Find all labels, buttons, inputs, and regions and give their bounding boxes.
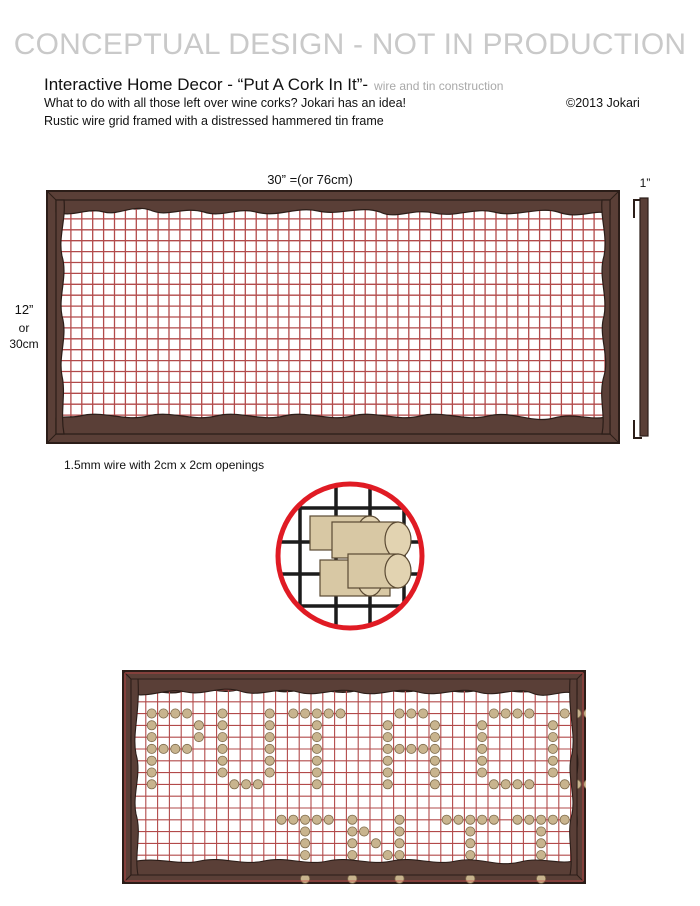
cork-dot — [548, 733, 557, 742]
cork-dot — [218, 733, 227, 742]
cork-dot — [312, 780, 321, 789]
copyright-text: ©2013 Jokari — [566, 96, 640, 110]
cork-dot — [265, 733, 274, 742]
cork-dot — [253, 780, 262, 789]
cork-dot — [301, 839, 310, 848]
cork-dot — [525, 815, 534, 824]
cork-dot — [430, 721, 439, 730]
cork-dot — [537, 827, 546, 836]
cork-dot — [395, 851, 404, 860]
cork-dot — [324, 815, 333, 824]
cork-dot — [147, 733, 156, 742]
cork-dot — [537, 839, 546, 848]
cork-dot — [360, 827, 369, 836]
cork-dot — [395, 744, 404, 753]
cork-dot — [537, 815, 546, 824]
description-line-2: Rustic wire grid framed with a distressed hammered tin frame — [44, 114, 384, 128]
cork-dot — [348, 827, 357, 836]
cork-dot — [478, 768, 487, 777]
cork-dot — [442, 815, 451, 824]
cork-dot — [395, 839, 404, 848]
cork-dot — [513, 780, 522, 789]
cork-dot — [560, 709, 569, 718]
cork-dot — [218, 744, 227, 753]
sign-distressed-left — [131, 679, 138, 875]
cork-dot — [537, 851, 546, 860]
cork-dot — [525, 709, 534, 718]
cork-dot — [301, 815, 310, 824]
cork-dot — [478, 756, 487, 765]
cork-dot — [383, 744, 392, 753]
cork-dot — [265, 721, 274, 730]
cork-dot — [348, 815, 357, 824]
description-line-1: What to do with all those left over wine corks? Jokari has an idea! — [44, 96, 406, 110]
cork-dot — [395, 815, 404, 824]
cork-dot — [147, 780, 156, 789]
watermark-text: CONCEPTUAL DESIGN - NOT IN PRODUCTION — [13, 28, 687, 61]
cork-dot — [430, 768, 439, 777]
cork-dot — [548, 768, 557, 777]
cork-dot — [513, 815, 522, 824]
height-dimension-cm: 30cm — [9, 337, 39, 351]
cork-dot — [560, 815, 569, 824]
cork-dot — [230, 780, 239, 789]
cork-dot — [218, 768, 227, 777]
cork-dot — [265, 756, 274, 765]
cork-dot — [489, 780, 498, 789]
cork-dot — [289, 709, 298, 718]
cork-dot — [430, 756, 439, 765]
cork-dot — [183, 744, 192, 753]
cork-dot — [454, 815, 463, 824]
sign-distressed-right — [570, 679, 577, 875]
cork-dot — [501, 709, 510, 718]
cork-dot — [312, 744, 321, 753]
cork-dot — [548, 721, 557, 730]
cork-dot — [548, 756, 557, 765]
cork-dot — [395, 709, 404, 718]
cork-dot — [289, 815, 298, 824]
cork-dot — [312, 768, 321, 777]
cork-dot — [466, 815, 475, 824]
sign-example-frame — [122, 670, 586, 884]
cork-dot — [218, 721, 227, 730]
cork-dot — [348, 851, 357, 860]
cork-dot — [383, 780, 392, 789]
cork-dot — [560, 780, 569, 789]
cork-dot — [265, 709, 274, 718]
side-profile-view — [628, 194, 658, 444]
cork-dot — [513, 709, 522, 718]
cork-dot — [489, 815, 498, 824]
cork-dot — [312, 721, 321, 730]
cork-dot — [171, 709, 180, 718]
cork-dot — [383, 768, 392, 777]
cork-dot — [147, 709, 156, 718]
cork-dot — [336, 709, 345, 718]
width-dimension-label: 30” =(or 76cm) — [267, 172, 353, 187]
cork-dot — [395, 827, 404, 836]
profile-body — [640, 198, 648, 436]
cork-dot — [265, 768, 274, 777]
cork-dot — [383, 733, 392, 742]
cork-dot — [147, 744, 156, 753]
cork-dot — [147, 721, 156, 730]
front-view-frame — [46, 190, 620, 444]
title-text: Interactive Home Decor - “Put A Cork In It”- — [44, 75, 369, 94]
cork-dot — [183, 709, 192, 718]
cork-dot — [301, 827, 310, 836]
cork-dot — [147, 768, 156, 777]
cork-dot — [430, 744, 439, 753]
cork-dot — [171, 744, 180, 753]
cork-dot — [312, 815, 321, 824]
cork-dot — [419, 709, 428, 718]
cork-dot — [312, 756, 321, 765]
cork-dot — [218, 709, 227, 718]
cork-dot — [466, 827, 475, 836]
cork-dot — [407, 744, 416, 753]
cork-dot — [419, 744, 428, 753]
cork-detail-closeup — [272, 478, 428, 634]
cork-dot — [466, 839, 475, 848]
cork-dot — [312, 709, 321, 718]
page-title — [44, 75, 503, 95]
cork-dot — [430, 780, 439, 789]
cork-dot — [466, 851, 475, 860]
cork-dot — [430, 733, 439, 742]
height-dimension-inches: 12” — [14, 302, 34, 317]
title-subtitle: wire and tin construction — [374, 79, 504, 93]
cork-dot — [383, 851, 392, 860]
cork-dot — [301, 709, 310, 718]
cork-dot — [525, 780, 534, 789]
cork-dot — [277, 815, 286, 824]
cork-dot — [478, 733, 487, 742]
cork-dot — [501, 780, 510, 789]
cork-dot — [194, 721, 203, 730]
cork-dot — [407, 709, 416, 718]
cork-dot — [242, 780, 251, 789]
cork-dot — [324, 709, 333, 718]
cork-dot — [194, 733, 203, 742]
cork-dot — [489, 709, 498, 718]
cork-dot — [478, 744, 487, 753]
cork-dot — [312, 733, 321, 742]
cork-dot — [478, 721, 487, 730]
cork-dot — [478, 815, 487, 824]
cork-dot — [548, 744, 557, 753]
cork-dot — [383, 756, 392, 765]
cork-dot — [301, 851, 310, 860]
cork-dot — [371, 839, 380, 848]
depth-dimension-label: 1” — [639, 176, 651, 190]
cork-dot — [159, 709, 168, 718]
cork-dot — [218, 756, 227, 765]
cork-dot — [147, 756, 156, 765]
cork-dot — [383, 721, 392, 730]
cork-dot — [348, 839, 357, 848]
cork-dot — [159, 744, 168, 753]
cork-dot — [548, 815, 557, 824]
height-dimension-or: or — [18, 321, 30, 335]
cork-dot — [265, 744, 274, 753]
wire-spec-note: 1.5mm wire with 2cm x 2cm openings — [64, 458, 265, 472]
